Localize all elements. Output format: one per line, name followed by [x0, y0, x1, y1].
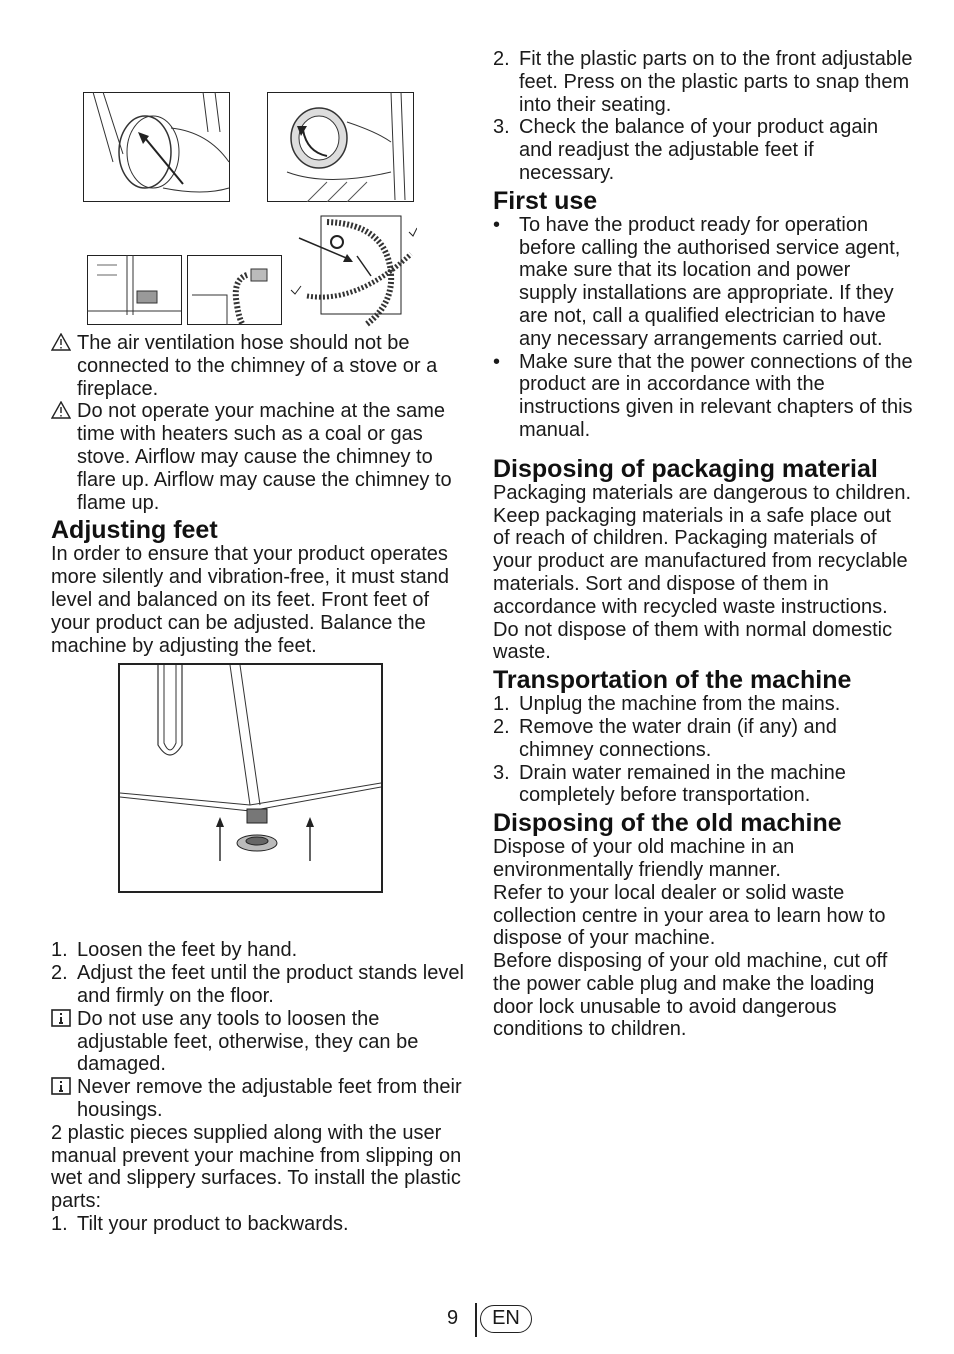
list-item [493, 762, 913, 808]
hose-wall-illustration-2 [187, 255, 282, 325]
list-item [51, 939, 466, 962]
list-number: 1. [493, 693, 510, 716]
list-number: 2. [493, 715, 510, 738]
ventilation-hose-illustrations [51, 48, 466, 332]
info-text: Never remove the adjustable feet from their housings. [77, 1076, 462, 1121]
info-note [51, 1008, 466, 1076]
list-item [493, 48, 913, 116]
adjustable-foot-drawing [120, 665, 381, 891]
info-note [51, 1076, 466, 1122]
list-number: 3. [493, 761, 510, 784]
list-text: Drain water remained in the machine completely before transportation. [519, 761, 846, 807]
list-text: Check the balance of your product again and readjust the adjustable feet if necessary. [519, 116, 879, 184]
list-text: Remove the water drain (if any) and chimney connections. [519, 715, 837, 761]
hose-wall-illustration-1 [87, 255, 182, 325]
info-text: Do not use any tools to loosen the adjustable feet, otherwise, they can be damaged. [77, 1007, 419, 1076]
right-column [493, 48, 913, 1041]
list-text: Loosen the feet by hand. [77, 939, 298, 962]
left-column [51, 48, 466, 1236]
warning-text: The air ventilation hose should not be connected to the chimney of a stove or a fireplace. [77, 332, 438, 400]
list-item [51, 1213, 466, 1236]
old-machine-paragraph: Before disposing of your old machine, cut off the power cable plug and make the loading door lock unusable to avoid dangerous conditions to children. [493, 950, 888, 1041]
bullet-item [493, 351, 913, 442]
list-number: 1. [51, 939, 68, 962]
list-text: Adjust the feet until the product stands level and firmly on the floor. [77, 962, 464, 1007]
warning-triangle-icon [51, 401, 71, 419]
heading-adjusting-feet: Adjusting feet [51, 516, 218, 545]
hose-attach-illustration-1 [83, 92, 230, 202]
page-number: 9 [447, 1307, 459, 1329]
warning-triangle-icon [51, 333, 71, 351]
list-text: Unplug the machine from the mains. [519, 693, 841, 716]
packaging-text: Packaging materials are dangerous to children. Keep packaging materials in a safe place out of reach of children. Packaging materials of your product are manufactured from recyclable materials. Sort and dispose of them in accordance with recycled waste instructions. Do not dispose of them with normal domestic waste. [493, 481, 912, 664]
list-item [51, 962, 466, 1008]
heading-first-use: First use [493, 186, 598, 215]
adjustable-foot-illustration [118, 663, 383, 893]
footer-divider [475, 1303, 477, 1337]
list-number: 2. [51, 962, 68, 985]
hose-correct-routing-illustration [287, 214, 417, 330]
info-icon [51, 1009, 71, 1027]
old-machine-paragraph: Dispose of your old machine in an environmentally friendly manner. [493, 836, 795, 881]
warning-note [51, 332, 466, 400]
old-machine-paragraph: Refer to your local dealer or solid waste collection centre in your area to learn how to dispose of your machine. [493, 881, 886, 950]
info-icon [51, 1077, 71, 1095]
bullet-dot-icon: • [493, 213, 501, 236]
warning-text: Do not operate your machine at the same time with heaters such as a coal or gas stove. Airflow may cause the chimney to flare up. Airflow may cause the chimney to flame up. [77, 400, 452, 514]
heading-disposing-packaging: Disposing of packaging material [493, 454, 878, 483]
bullet-item [493, 214, 913, 351]
bullet-text: To have the product ready for operation before calling the authorised service agent, make sure that its location and power supply installations are appropriate. If they are not, call a qualified electrician to have any necessary arrangements carried out. [519, 213, 901, 350]
list-item [493, 116, 913, 184]
heading-transportation: Transportation of the machine [493, 666, 852, 695]
plastic-parts-intro: 2 plastic pieces supplied along with the user manual prevent your machine from slipping on wet and slippery surfaces. To install the plastic parts: [51, 1121, 462, 1213]
hose-attach-illustration-2 [267, 92, 414, 202]
warning-note [51, 400, 466, 514]
heading-disposing-old-machine: Disposing of the old machine [493, 809, 842, 838]
list-number: 1. [51, 1212, 68, 1235]
list-text: Tilt your product to backwards. [77, 1212, 349, 1235]
list-item [493, 693, 913, 716]
bullet-dot-icon: • [493, 350, 501, 373]
language-badge: EN [480, 1305, 532, 1333]
bullet-text: Make sure that the power connections of the product are in accordance with the instructions given in relevant chapters of this manual. [519, 350, 913, 441]
list-number: 3. [493, 116, 510, 139]
list-text: Fit the plastic parts on to the front adjustable feet. Press on the plastic parts to snap them into their seating. [519, 48, 913, 116]
list-number: 2. [493, 48, 510, 70]
list-item [493, 716, 913, 762]
adjusting-feet-intro: In order to ensure that your product operates more silently and vibration-free, it must stand level and balanced on its feet. Front feet of your product can be adjusted. Balance the machine by adjusting the feet. [51, 543, 449, 657]
